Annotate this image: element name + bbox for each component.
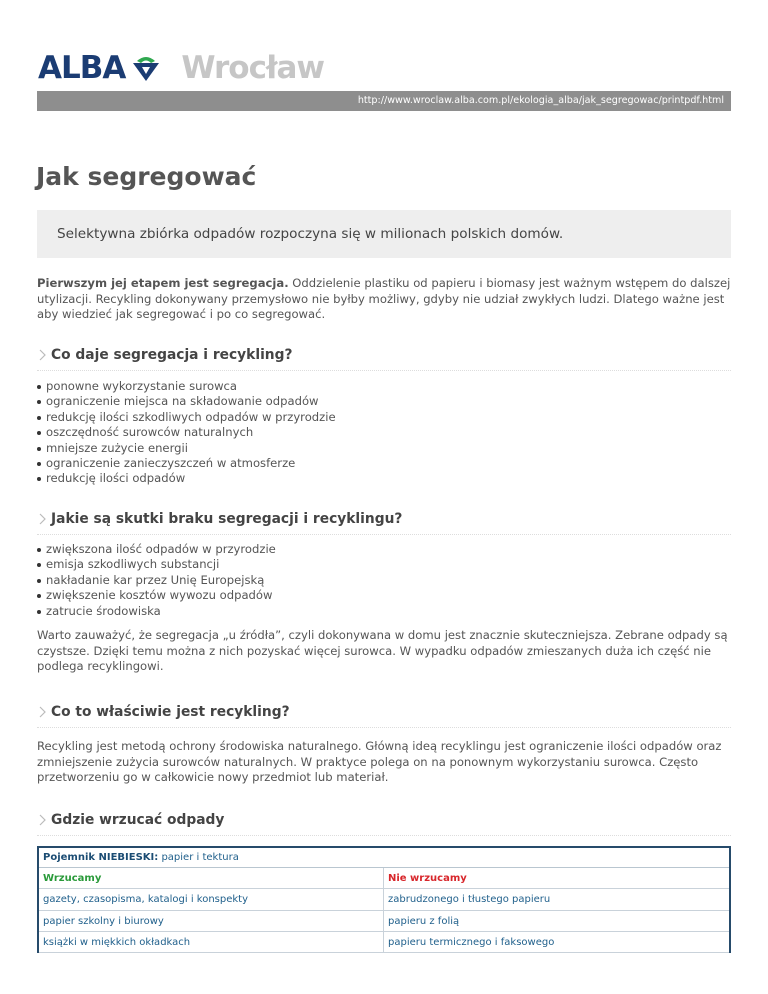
column-header-accepted: Wrzucamy (39, 868, 384, 888)
table-cell: papieru z folią (388, 915, 460, 927)
blue-bin-table (37, 846, 731, 953)
source-url: http://www.wroclaw.alba.com.pl/ekologia_alba/jak_segregowac/printpdf.html (37, 91, 731, 111)
column-header-rejected: Nie wrzucamy (388, 873, 467, 884)
table-cell: książki w miękkich okładkach (39, 932, 384, 952)
list-item: redukcję ilości odpadów (37, 471, 336, 486)
table-row (39, 932, 729, 953)
intro-paragraph (37, 276, 731, 323)
section-title: Gdzie wrzucać odpady (51, 812, 225, 828)
list-item: zatrucie środowiska (37, 604, 276, 619)
list-item: mniejsze zużycie energii (37, 441, 336, 456)
list-item: emisja szkodliwych substancji (37, 557, 276, 572)
intro-bold: Pierwszym jej etapem jest segregacja. (37, 276, 289, 290)
logo-brand-text: ALBA (38, 50, 126, 86)
list-item: ograniczenie zanieczyszczeń w atmosferze (37, 456, 336, 471)
lead-text: Selektywna zbiórka odpadów rozpoczyna się w milionach polskich domów. (37, 210, 731, 258)
section-heading-recycling (37, 698, 731, 728)
table-header-row (39, 868, 729, 889)
list-item: oszczędność surowców naturalnych (37, 425, 336, 440)
logo-city-text: Wrocław (181, 50, 325, 86)
list-item: nakładanie kar przez Unię Europejską (37, 573, 276, 588)
section-title: Co to właściwie jest recykling? (51, 704, 290, 720)
page-title: Jak segregować (36, 162, 257, 191)
table-cell: papier szkolny i biurowy (39, 911, 384, 931)
table-row (39, 911, 729, 932)
list-item: ponowne wykorzystanie surowca (37, 379, 336, 394)
section-heading-where (37, 806, 731, 836)
list-item: zwiększenie kosztów wywozu odpadów (37, 588, 276, 603)
chevron-right-icon (37, 512, 47, 526)
bin-label: Pojemnik NIEBIESKI: (43, 852, 159, 863)
recycling-paragraph: Recykling jest metodą ochrony środowiska naturalnego. Główną ideą recyklingu jest ograniczenie ilości odpadów oraz zmniejszenie zużycia surowców naturalnych. W praktyce polega on na ponownym wykorzystaniu surowca. Często przetworzeniu go w całkowicie nowy przedmiot lub materiał. (37, 739, 722, 784)
section-title: Jakie są skutki braku segregacji i recyklingu? (51, 511, 403, 527)
table-row (39, 889, 729, 910)
section-heading-effects (37, 505, 731, 535)
table-cell: gazety, czasopisma, katalogi i konspekty (39, 889, 384, 909)
benefits-list (37, 379, 336, 487)
intro-text: Oddzielenie plastiku od papieru i biomasy jest ważnym wstępem do dalszej utylizacji. Recykling dokonywany przemysłowo nie byłby możliwy, gdyby nie udział zwykłych ludzi. Dlatego ważne jest aby wiedzieć jak segregować i po co segregować. (37, 276, 731, 321)
list-item: zwiększona ilość odpadów w przyrodzie (37, 542, 276, 557)
section-title: Co daje segregacja i recykling? (51, 347, 293, 363)
alba-logo-icon (131, 53, 161, 83)
table-cell: papieru termicznego i faksowego (388, 936, 555, 948)
list-item: ograniczenie miejsca na składowanie odpadów (37, 394, 336, 409)
alba-logo (38, 52, 324, 84)
table-cell: zabrudzonego i tłustego papieru (388, 894, 551, 906)
effects-list (37, 542, 276, 619)
list-item: redukcję ilości szkodliwych odpadów w przyrodzie (37, 410, 336, 425)
chevron-right-icon (37, 705, 47, 719)
section-heading-benefits (37, 341, 731, 371)
bin-description: papier i tektura (158, 852, 239, 863)
chevron-right-icon (37, 813, 47, 827)
bin-header (39, 848, 729, 868)
chevron-right-icon (37, 348, 47, 362)
source-segregation-paragraph: Warto zauważyć, że segregacja „u źródła”, czyli dokonywana w domu jest znacznie skuteczniejsza. Zebrane odpady są czystsze. Dzięki temu można z nich pozyskać więcej surowca. W wypadku odpadów zmieszanych duża ich część nie podlega recyklingowi. (37, 628, 728, 673)
